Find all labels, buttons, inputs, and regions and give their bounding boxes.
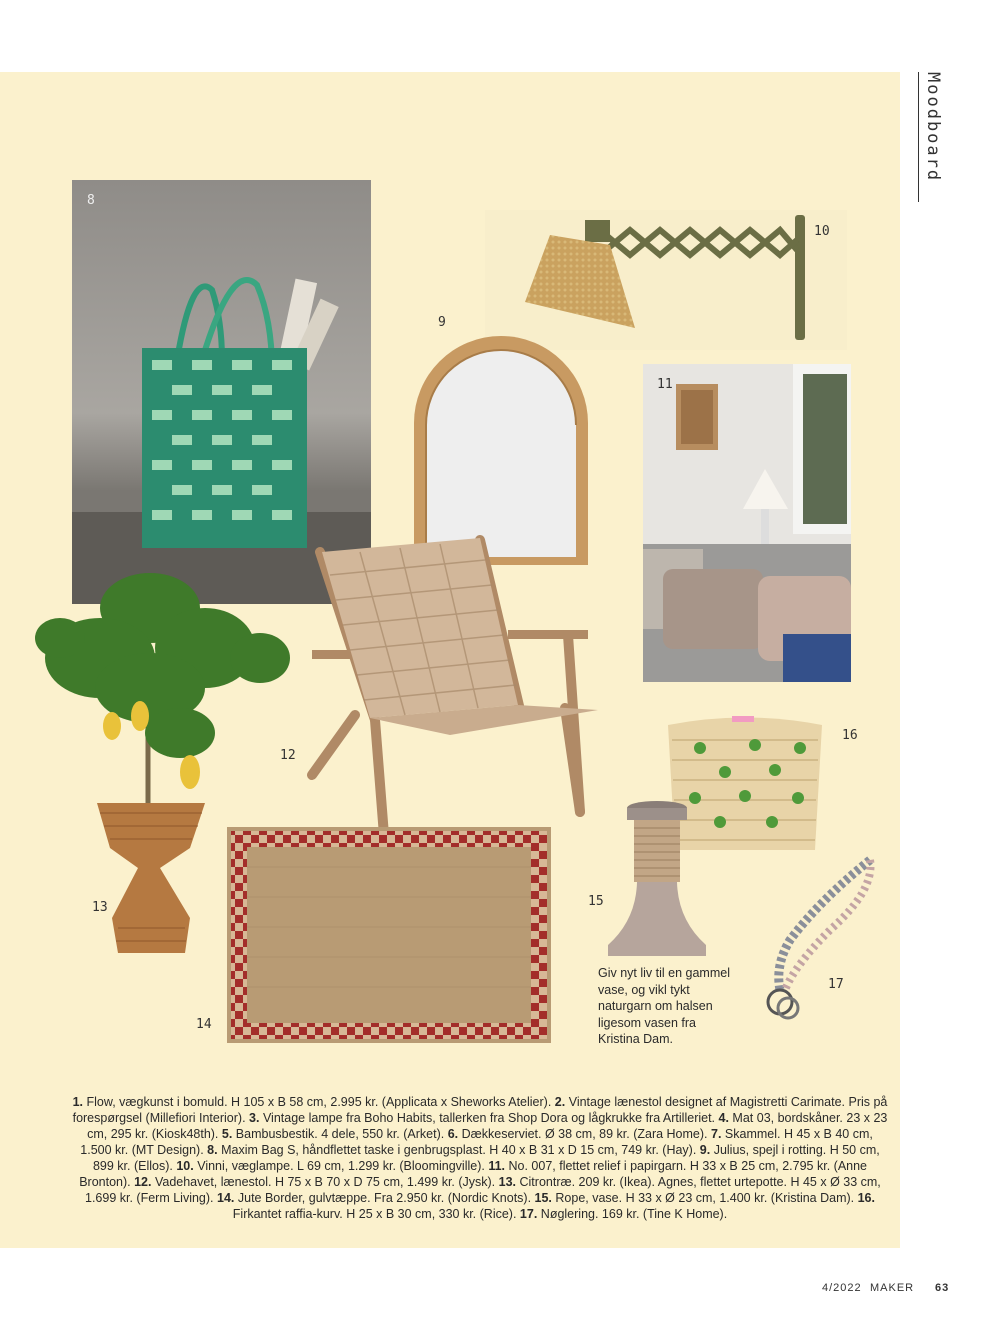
- product-description: Nøglering. 169 kr. (Tine K Home).: [537, 1207, 728, 1221]
- product-description: Jute Border, gulvtæppe. Fra 2.950 kr. (Nordic Knots).: [234, 1191, 535, 1205]
- product-list: [70, 1094, 890, 1222]
- product-number: 10.: [176, 1159, 194, 1173]
- section-title-text: Moodboard: [923, 72, 943, 183]
- scissor-wall-lamp-image: [485, 210, 847, 350]
- item-number-13: 13: [92, 900, 108, 915]
- rope-vase-image: [604, 800, 710, 960]
- product-number: 16.: [857, 1191, 875, 1205]
- product-number: 7.: [711, 1127, 722, 1141]
- product-number: 1.: [72, 1095, 84, 1109]
- product-description: Firkantet raffia-kurv. H 25 x B 30 cm, 330 kr. (Rice).: [232, 1207, 520, 1221]
- item-number-9: 9: [438, 315, 446, 330]
- footer-magazine: MAKER: [870, 1282, 915, 1294]
- product-number: 9.: [699, 1143, 711, 1157]
- product-number: 12.: [134, 1175, 152, 1189]
- item-number-14: 14: [196, 1017, 212, 1032]
- product-description: No. 007, flettet relief i papirgarn. H 33 x B 25 cm, 2.795 kr. (Anne Bronton).: [79, 1159, 868, 1189]
- product-number: 17.: [519, 1207, 538, 1221]
- product-description: Vinni, væglampe. L 69 cm, 1.299 kr. (Bloomingville).: [193, 1159, 489, 1173]
- product-number: 6.: [447, 1127, 459, 1141]
- product-number: 8.: [207, 1143, 218, 1157]
- product-number: 11.: [488, 1159, 506, 1173]
- product-description: Bambusbestik. 4 dele, 550 kr. (Arket).: [232, 1127, 448, 1141]
- product-description: Maxim Bag S, håndflettet taske i genbrugsplast. H 40 x B 31 x D 15 cm, 749 kr. (Hay).: [217, 1143, 700, 1157]
- product-description: Mat 03, bordskåner. 23 x 23 cm, 295 kr. (Kiosk48th).: [87, 1111, 888, 1141]
- item-number-16: 16: [842, 728, 858, 743]
- product-description: Vadehavet, lænestol. H 75 x B 70 x D 75 cm, 1.499 kr. (Jysk).: [151, 1175, 499, 1189]
- product-number: 15.: [534, 1191, 552, 1205]
- item-number-11: 11: [657, 377, 673, 392]
- product-number: 5.: [221, 1127, 233, 1141]
- product-number: 13.: [498, 1175, 517, 1189]
- key-ring-image: [760, 850, 885, 1030]
- woven-relief-room-image: [643, 364, 851, 682]
- jute-rug-image: [227, 827, 551, 1043]
- item-number-17: 17: [828, 977, 844, 992]
- product-description: Skammel. H 45 x B 40 cm, 1.500 kr. (MT Design).: [80, 1127, 873, 1157]
- product-description: Citrontræ. 209 kr. (Ikea). Agnes, flettet urtepotte. H 45 x Ø 33 cm, 1.699 kr. (Ferm Living).: [85, 1175, 881, 1205]
- styling-tip-caption: Giv nyt liv til en gammel vase, og vikl tykt naturgarn om halsen ligesom vasen fra Kristina Dam.: [598, 966, 730, 1046]
- living-room-photo: [643, 364, 851, 682]
- lounge-chair-image: [300, 530, 605, 855]
- product-description: Rope, vase. H 33 x Ø 23 cm, 1.400 kr. (Kristina Dam).: [551, 1191, 858, 1205]
- section-title: [918, 72, 949, 202]
- product-description: Flow, vægkunst i bomuld. H 105 x B 58 cm, 2.995 kr. (Applicata x Sheworks Atelier).: [83, 1095, 555, 1109]
- product-description: Vintage lænestol designet af Magistretti Carimate. Pris på forespørgsel (Millefiori Interior).: [72, 1095, 888, 1125]
- item-number-8: 8: [87, 193, 95, 208]
- product-number: 3.: [249, 1111, 260, 1125]
- product-number: 2.: [554, 1095, 566, 1109]
- product-description: Dækkeserviet. Ø 38 cm, 89 kr. (Zara Home).: [458, 1127, 711, 1141]
- footer-issue: 4/2022: [822, 1282, 862, 1294]
- product-description: Vintage lampe fra Boho Habits, tallerken fra Shop Dora og lågkrukke fra Artilleriet.: [259, 1111, 719, 1125]
- product-description: Julius, spejl i rotting. H 50 cm, 899 kr. (Ellos).: [92, 1143, 880, 1173]
- wall-lamp-photo: [485, 210, 847, 350]
- item-number-15: 15: [588, 894, 604, 909]
- product-number: 14.: [217, 1191, 235, 1205]
- item-number-10: 10: [814, 224, 830, 239]
- product-number: 4.: [718, 1111, 729, 1125]
- item-number-12: 12: [280, 748, 296, 763]
- page-number: 63: [935, 1282, 950, 1294]
